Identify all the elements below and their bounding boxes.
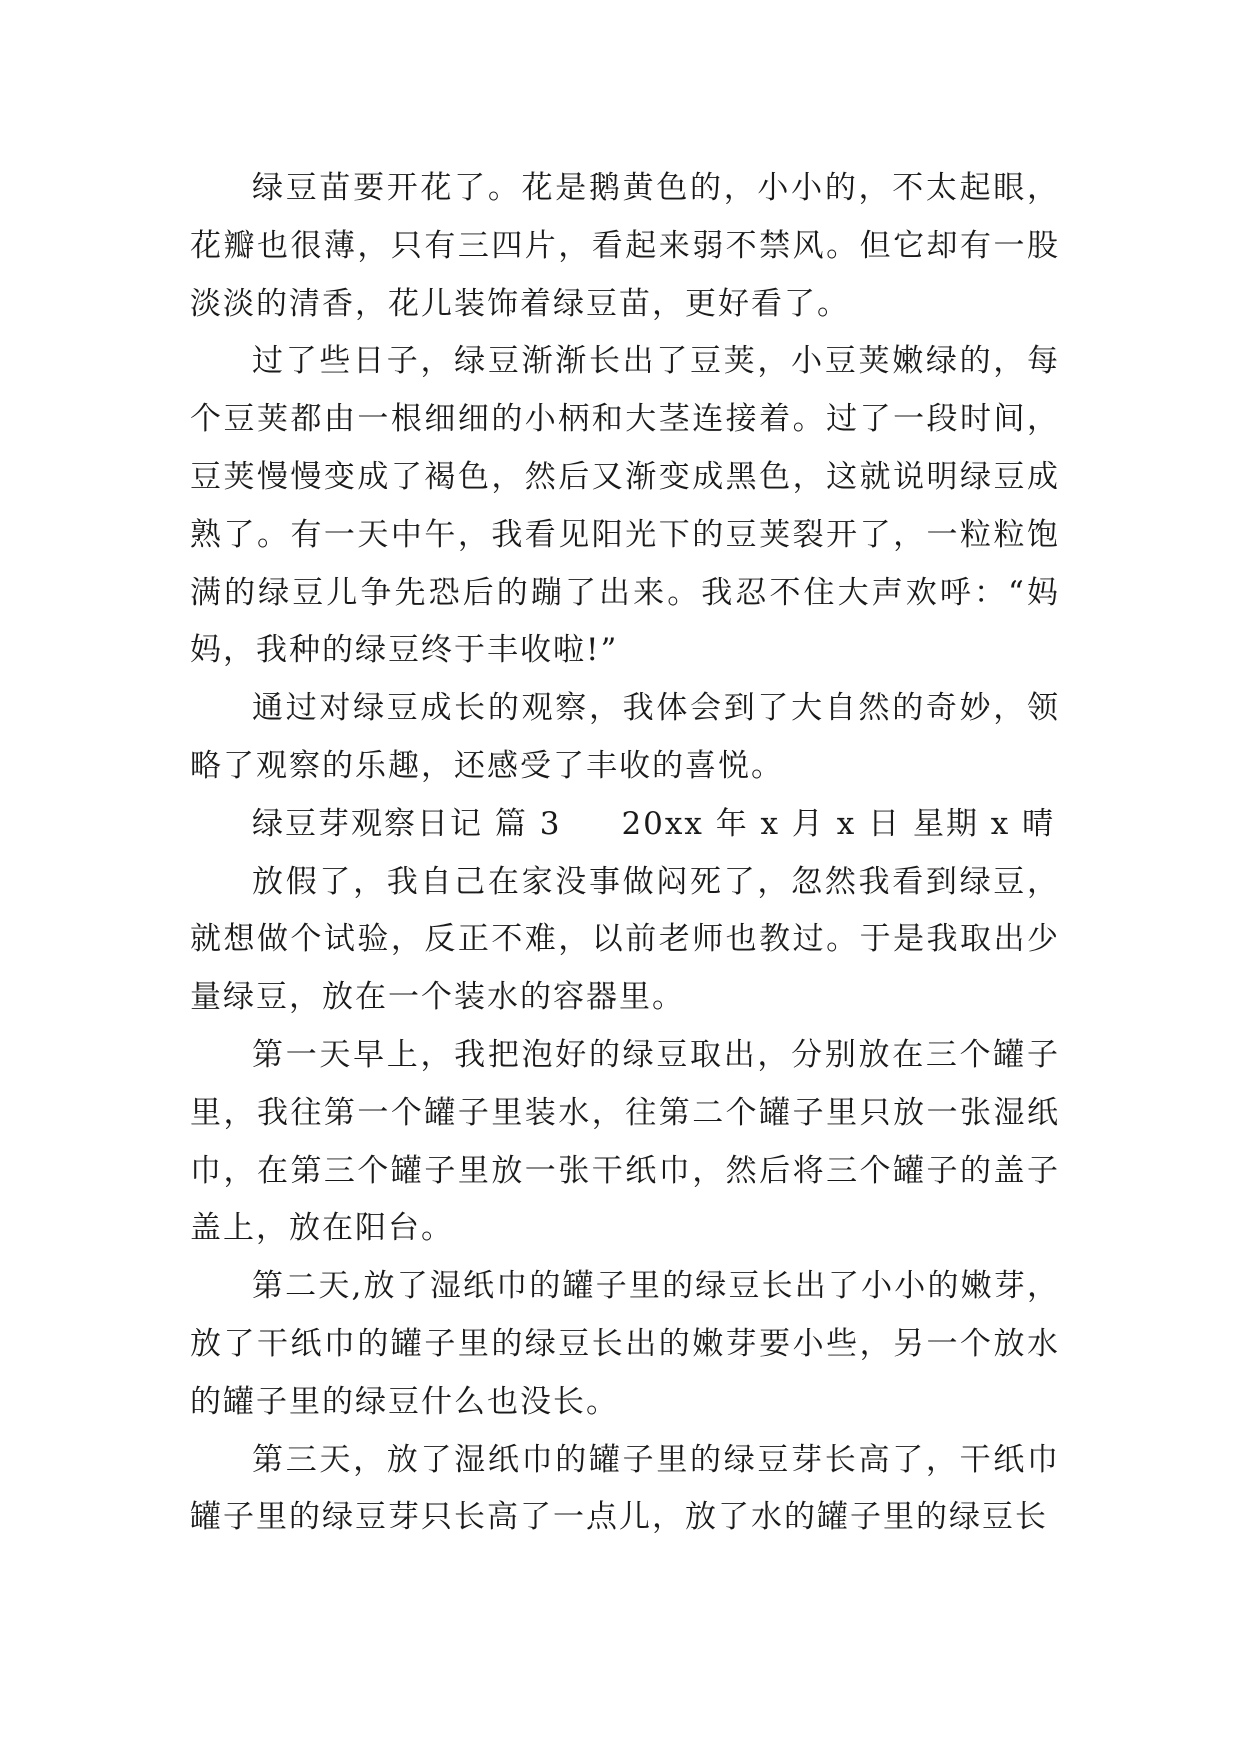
paragraph: 通过对绿豆成长的观察，我体会到了大自然的奇妙，领略了观察的乐趣，还感受了丰收的喜悦。 bbox=[190, 690, 1060, 784]
document-body bbox=[190, 160, 1060, 1547]
paragraph: 第三天，放了湿纸巾的罐子里的绿豆芽长高了，干纸巾罐子里的绿豆芽只长高了一点儿，放了水的罐子里的绿豆长 bbox=[190, 1441, 1060, 1536]
paragraph: 绿豆苗要开花了。花是鹅黄色的，小小的，不太起眼，花瓣也很薄，只有三四片，看起来弱不禁风。但它却有一股淡淡的清香，花儿装饰着绿豆苗，更好看了。 bbox=[190, 170, 1060, 322]
paragraph: 第二天,放了湿纸巾的罐子里的绿豆长出了小小的嫩芽，放了干纸巾的罐子里的绿豆长出的嫩芽要小些，另一个放水的罐子里的绿豆什么也没长。 bbox=[190, 1268, 1060, 1420]
entry-heading bbox=[190, 796, 1060, 854]
entry-date: 20xx 年 x 月 x 日 星期 x 晴 bbox=[621, 805, 1056, 842]
paragraph: 过了些日子，绿豆渐渐长出了豆荚，小豆荚嫩绿的，每个豆荚都由一根细细的小柄和大茎连接着。过了一段时间，豆荚慢慢变成了褐色，然后又渐变成黑色，这就说明绿豆成熟了。有一天中午，我看见阳光下的豆荚裂开了，一粒粒饱满的绿豆儿争先恐后的蹦了出来。我忍不住大声欢呼：“妈妈，我种的绿豆终于丰收啦!” bbox=[190, 343, 1060, 669]
paragraph: 第一天早上，我把泡好的绿豆取出，分别放在三个罐子里，我往第一个罐子里装水，往第二个罐子里只放一张湿纸巾，在第三个罐子里放一张干纸巾，然后将三个罐子的盖子盖上，放在阳台。 bbox=[190, 1036, 1060, 1247]
entry-title: 绿豆芽观察日记 篇 3 bbox=[252, 805, 562, 842]
paragraph: 放假了，我自己在家没事做闷死了，忽然我看到绿豆，就想做个试验，反正不难，以前老师也教过。于是我取出少量绿豆，放在一个装水的容器里。 bbox=[190, 863, 1060, 1016]
